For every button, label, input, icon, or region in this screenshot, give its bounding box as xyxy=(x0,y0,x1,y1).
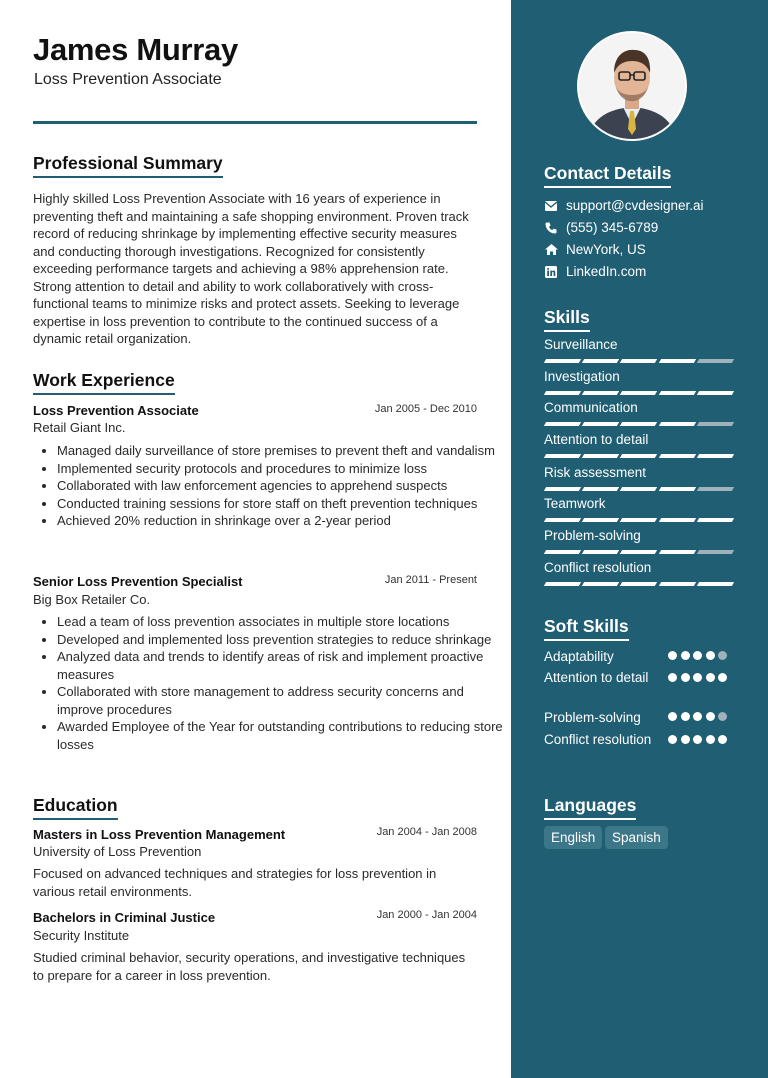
home-icon xyxy=(544,243,558,257)
skill-name: Surveillance xyxy=(544,337,618,352)
skill-level-segment xyxy=(620,582,658,586)
skill-level-bar xyxy=(545,454,733,458)
skill-level-segment xyxy=(697,582,735,586)
rating-dot xyxy=(706,712,715,721)
school-name: University of Loss Prevention xyxy=(33,844,202,859)
skill-level-segment xyxy=(620,454,658,458)
skill-level-segment xyxy=(582,518,620,522)
skill-name: Communication xyxy=(544,400,638,415)
skill-name: Problem-solving xyxy=(544,528,641,543)
list-item: • Analyzed data and trends to identify areas of risk and implement proactive measures xyxy=(57,648,503,683)
skill-level-segment xyxy=(620,550,658,554)
experience-heading: Work Experience xyxy=(33,370,175,395)
job-dates: Jan 2011 - Present xyxy=(384,574,477,586)
skill-name: Investigation xyxy=(544,369,620,384)
rating-dot xyxy=(693,651,702,660)
skill-level-bar xyxy=(545,391,733,395)
skill-level-bar xyxy=(545,582,733,586)
skill-level-segment xyxy=(620,391,658,395)
skill-level-segment xyxy=(697,359,735,363)
rating-dot xyxy=(693,712,702,721)
header-divider xyxy=(33,121,477,124)
list-item: • Awarded Employee of the Year for outstanding contributions to reducing store losses xyxy=(57,718,503,753)
skill-level-segment xyxy=(544,582,582,586)
rating-dot xyxy=(693,735,702,744)
skill-level-segment xyxy=(658,454,696,458)
skill-name: Attention to detail xyxy=(544,432,649,447)
degree-dates: Jan 2000 - Jan 2004 xyxy=(376,909,477,921)
degree-title: Bachelors in Criminal Justice xyxy=(33,910,216,925)
skill-level-segment xyxy=(697,454,735,458)
list-item: • Managed daily surveillance of store premises to prevent theft and vandalism xyxy=(57,442,503,460)
rating-dot xyxy=(681,673,690,682)
skill-level-segment xyxy=(544,359,582,363)
soft-skill-rating xyxy=(668,735,731,744)
skill-level-segment xyxy=(620,359,658,363)
email-text: support@cvdesigner.ai xyxy=(566,198,704,213)
skill-level-segment xyxy=(582,582,620,586)
candidate-name: James Murray xyxy=(33,32,238,67)
skill-level-bar xyxy=(545,487,733,491)
rating-dot xyxy=(681,651,690,660)
skill-level-segment xyxy=(620,487,658,491)
linkedin-text: LinkedIn.com xyxy=(566,264,647,279)
rating-dot xyxy=(668,673,677,682)
job-title: Loss Prevention Associate xyxy=(33,403,199,418)
skill-level-segment xyxy=(658,582,696,586)
language-tag: English xyxy=(544,826,602,849)
skill-name: Risk assessment xyxy=(544,465,647,480)
soft-skill-rating xyxy=(668,651,731,660)
skill-level-segment xyxy=(697,550,735,554)
skill-level-segment xyxy=(582,454,620,458)
job-title: Senior Loss Prevention Specialist xyxy=(33,574,243,589)
rating-dot xyxy=(706,651,715,660)
skill-level-segment xyxy=(697,422,735,426)
skill-level-segment xyxy=(544,518,582,522)
list-item: • Developed and implemented loss prevention strategies to reduce shrinkage xyxy=(57,631,503,649)
soft-skills-heading: Soft Skills xyxy=(544,616,629,641)
soft-skill-name: Conflict resolution xyxy=(544,732,652,747)
skill-level-segment xyxy=(697,518,735,522)
candidate-role: Loss Prevention Associate xyxy=(34,71,222,88)
soft-skill-name: Problem-solving xyxy=(544,710,641,725)
skill-level-segment xyxy=(620,422,658,426)
rating-dot xyxy=(718,735,727,744)
skill-level-segment xyxy=(658,518,696,522)
contact-email[interactable] xyxy=(544,198,704,213)
summary-text: Highly skilled Loss Prevention Associate with 16 years of experience in preventing theft and maintaining a safe shopping environment. Proven track record of reducing shrinkage by implementing effective security measures and conducting thorough investigations. Recognized for consistently exceeding performance targets and achieving a 98% apprehension rate. Strong attention to detail and ability to work collaboratively with cross-functional teams to minimize risks and protect assets. Seeking to leverage expertise in loss prevention to contribute to the continued success of a dynamic retail organization. xyxy=(33,191,469,346)
list-item: • Collaborated with law enforcement agencies to apprehend suspects xyxy=(57,477,503,495)
location-text: NewYork, US xyxy=(566,242,646,257)
list-item: • Lead a team of loss prevention associates in multiple store locations xyxy=(57,613,503,631)
envelope-icon xyxy=(544,199,558,213)
skill-level-segment xyxy=(582,359,620,363)
skill-level-bar xyxy=(545,518,733,522)
contact-phone[interactable] xyxy=(544,220,658,235)
skill-level-segment xyxy=(697,487,735,491)
rating-dot xyxy=(681,712,690,721)
skill-level-segment xyxy=(544,454,582,458)
rating-dot xyxy=(668,735,677,744)
skill-level-segment xyxy=(658,359,696,363)
job-dates: Jan 2005 - Dec 2010 xyxy=(374,403,477,415)
rating-dot xyxy=(706,735,715,744)
rating-dot xyxy=(668,651,677,660)
skill-level-segment xyxy=(658,422,696,426)
list-item: • Implemented security protocols and procedures to minimize loss xyxy=(57,460,503,478)
skill-level-segment xyxy=(582,391,620,395)
list-item: • Collaborated with store management to address security concerns and improve procedures xyxy=(57,683,503,718)
soft-skill-name: Adaptability xyxy=(544,649,614,664)
phone-icon xyxy=(544,221,558,235)
skill-level-segment xyxy=(544,550,582,554)
summary-heading: Professional Summary xyxy=(33,153,223,178)
degree-dates: Jan 2004 - Jan 2008 xyxy=(376,826,477,838)
school-name: Security Institute xyxy=(33,928,130,943)
language-tag: Spanish xyxy=(605,826,668,849)
contact-heading: Contact Details xyxy=(544,163,671,188)
skill-level-segment xyxy=(658,550,696,554)
rating-dot xyxy=(681,735,690,744)
rating-dot xyxy=(718,712,727,721)
skill-level-segment xyxy=(582,487,620,491)
education-heading: Education xyxy=(33,795,118,820)
soft-skill-rating xyxy=(668,673,731,682)
skill-level-segment xyxy=(697,391,735,395)
rating-dot xyxy=(718,673,727,682)
contact-location xyxy=(544,242,646,257)
profile-photo xyxy=(579,33,685,139)
skill-level-segment xyxy=(582,422,620,426)
skill-level-segment xyxy=(544,391,582,395)
skill-name: Conflict resolution xyxy=(544,560,652,575)
portrait-image xyxy=(579,33,685,139)
phone-text: (555) 345-6789 xyxy=(566,220,659,235)
job-company: Retail Giant Inc. xyxy=(33,420,126,435)
rating-dot xyxy=(706,673,715,682)
linkedin-icon xyxy=(544,265,558,279)
job-bullets xyxy=(33,613,503,753)
skill-level-segment xyxy=(658,487,696,491)
skills-heading: Skills xyxy=(544,307,590,332)
skill-level-bar xyxy=(545,422,733,426)
skill-level-bar xyxy=(545,359,733,363)
skill-name: Teamwork xyxy=(544,496,606,511)
skill-level-segment xyxy=(582,550,620,554)
degree-description: Focused on advanced techniques and strategies for loss prevention in various retail environments. xyxy=(33,866,437,899)
rating-dot xyxy=(693,673,702,682)
degree-description: Studied criminal behavior, security operations, and investigative techniques to prepare for a career in loss prevention. xyxy=(33,950,466,983)
skill-level-bar xyxy=(545,550,733,554)
rating-dot xyxy=(718,651,727,660)
rating-dot xyxy=(668,712,677,721)
skill-level-segment xyxy=(544,487,582,491)
skill-level-segment xyxy=(620,518,658,522)
job-bullets xyxy=(33,442,503,530)
languages-heading: Languages xyxy=(544,795,636,820)
list-item: • Conducted training sessions for store staff on theft prevention techniques xyxy=(57,495,503,513)
degree-title: Masters in Loss Prevention Management xyxy=(33,827,286,842)
skill-level-segment xyxy=(658,391,696,395)
skill-level-segment xyxy=(544,422,582,426)
job-company: Big Box Retailer Co. xyxy=(33,592,151,607)
contact-linkedin[interactable] xyxy=(544,264,646,279)
soft-skill-name: Attention to detail xyxy=(544,670,649,685)
list-item: • Achieved 20% reduction in shrinkage over a 2-year period xyxy=(57,512,503,530)
soft-skill-rating xyxy=(668,712,731,721)
